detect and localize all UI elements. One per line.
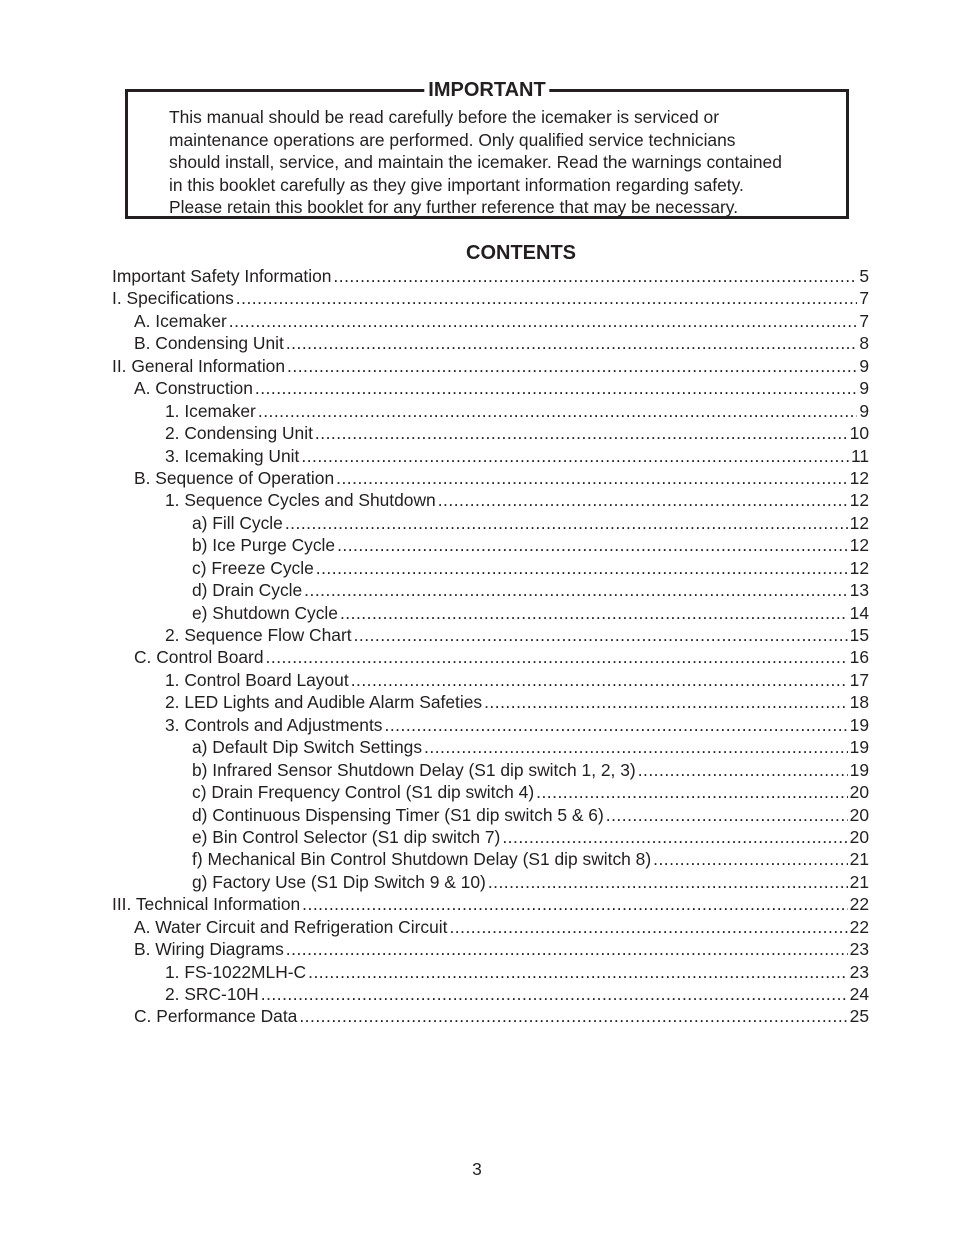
toc-entry-page: 12 — [849, 535, 869, 556]
toc-entry[interactable] — [112, 826, 869, 848]
toc-entry-title: I. Specifications — [112, 288, 234, 309]
toc-entry-title: 1. FS-1022MLH-C — [165, 961, 307, 982]
toc-entry[interactable] — [112, 938, 869, 960]
toc-entry[interactable] — [112, 916, 869, 938]
toc-entry-page: 7 — [859, 288, 869, 309]
toc-entry-title: 2. LED Lights and Audible Alarm Safeties — [165, 692, 483, 713]
toc-dot-leader — [316, 557, 848, 579]
toc-entry-page: 7 — [859, 310, 869, 331]
toc-dot-leader — [255, 377, 857, 399]
toc-dot-leader — [484, 691, 848, 713]
toc-entry-page: 12 — [849, 467, 869, 488]
toc-entry-title: g) Factory Use (S1 Dip Switch 9 & 10) — [192, 871, 486, 892]
page-number: 3 — [472, 1159, 482, 1179]
toc-dot-leader — [638, 759, 848, 781]
toc-dot-leader — [333, 265, 857, 287]
toc-dot-leader — [229, 310, 858, 332]
toc-dot-leader — [340, 602, 848, 624]
toc-dot-leader — [258, 400, 857, 422]
contents-heading: CONTENTS — [466, 242, 576, 264]
toc-entry[interactable] — [112, 893, 869, 915]
toc-dot-leader — [449, 916, 847, 938]
toc-entry-title: II. General Information — [112, 355, 286, 376]
toc-entry[interactable] — [112, 961, 869, 983]
toc-entry-title: 2. Condensing Unit — [165, 423, 313, 444]
toc-entry[interactable] — [112, 377, 869, 399]
toc-entry-title: B. Wiring Diagrams — [134, 939, 284, 960]
toc-entry[interactable] — [112, 445, 869, 467]
toc-entry-page: 12 — [849, 490, 869, 511]
toc-entry-page: 13 — [849, 580, 869, 601]
toc-entry-title: b) Infrared Sensor Shutdown Delay (S1 dip switch 1, 2, 3) — [192, 759, 636, 780]
toc-dot-leader — [266, 646, 848, 668]
toc-entry-title: 1. Icemaker — [165, 400, 256, 421]
toc-dot-leader — [236, 287, 858, 309]
toc-entry-page: 20 — [849, 804, 869, 825]
toc-entry-page: 20 — [849, 782, 869, 803]
toc-dot-leader — [304, 579, 847, 601]
important-heading: IMPORTANT — [424, 78, 549, 102]
toc-entry[interactable] — [112, 714, 869, 736]
toc-entry-page: 24 — [849, 984, 869, 1004]
toc-entry-title: d) Drain Cycle — [192, 580, 303, 601]
toc-entry-page: 12 — [849, 512, 869, 533]
toc-dot-leader — [336, 467, 848, 489]
toc-dot-leader — [354, 624, 848, 646]
toc-entry-page: 17 — [849, 669, 869, 690]
toc-dot-leader — [301, 445, 849, 467]
toc-entry-title: 2. Sequence Flow Chart — [165, 625, 352, 645]
toc-entry-title: e) Bin Control Selector (S1 dip switch 7) — [192, 826, 501, 847]
toc-entry[interactable] — [112, 287, 869, 309]
toc-entry-page: 9 — [859, 355, 869, 376]
toc-entry[interactable] — [112, 848, 869, 870]
toc-entry-title: b) Ice Purge Cycle — [192, 535, 336, 556]
toc-entry[interactable] — [112, 624, 869, 646]
toc-entry-page: 21 — [849, 871, 869, 892]
toc-entry-title: C. Control Board — [134, 647, 264, 668]
toc-entry-title: B. Condensing Unit — [134, 333, 284, 354]
toc-entry[interactable] — [112, 489, 869, 511]
toc-entry[interactable] — [112, 804, 869, 826]
toc-entry-page: 10 — [849, 423, 869, 444]
toc-entry-page: 19 — [849, 759, 869, 780]
toc-entry[interactable] — [112, 1005, 869, 1027]
toc-entry[interactable] — [112, 736, 869, 758]
toc-entry-title: B. Sequence of Operation — [134, 467, 335, 488]
toc-entry[interactable] — [112, 355, 869, 377]
toc-entry-page: 18 — [849, 692, 869, 713]
toc-entry-page: 15 — [849, 625, 869, 645]
toc-entry[interactable] — [112, 781, 869, 803]
toc-entry-page: 16 — [849, 647, 869, 668]
toc-entry-page: 9 — [859, 378, 869, 399]
toc-dot-leader — [286, 332, 857, 354]
important-line: in this booklet carefully as they give important information regarding safety. — [169, 174, 744, 195]
toc-entry-page: 8 — [859, 333, 869, 354]
toc-dot-leader — [653, 848, 848, 870]
toc-entry-page: 23 — [849, 961, 869, 982]
toc-entry[interactable] — [112, 310, 869, 332]
important-line: should install, service, and maintain the icemaker. Read the warnings contained — [169, 152, 782, 173]
toc-dot-leader — [308, 961, 848, 983]
toc-dot-leader — [351, 669, 848, 691]
toc-entry-page: 9 — [859, 400, 869, 421]
toc-entry-page: 11 — [850, 445, 869, 466]
toc-entry[interactable] — [112, 871, 869, 893]
toc-entry-page: 21 — [849, 849, 869, 870]
toc-dot-leader — [287, 355, 857, 377]
toc-dot-leader — [606, 804, 848, 826]
toc-entry-title: f) Mechanical Bin Control Shutdown Delay (S1 dip switch 8) — [192, 849, 652, 870]
toc-entry-title: e) Shutdown Cycle — [192, 602, 338, 623]
toc-entry-title: c) Drain Frequency Control (S1 dip switch 4) — [192, 782, 535, 803]
toc-entry-title: 1. Sequence Cycles and Shutdown — [165, 490, 436, 511]
important-notice-text — [169, 106, 839, 219]
toc-entry-page: 20 — [849, 826, 869, 847]
toc-entry-page: 25 — [849, 1006, 869, 1027]
toc-entry[interactable] — [112, 983, 869, 1005]
table-of-contents — [112, 265, 869, 1028]
toc-dot-leader — [438, 489, 848, 511]
important-line: Please retain this booklet for any further reference that may be necessary. — [169, 197, 739, 218]
toc-entry[interactable] — [112, 422, 869, 444]
toc-dot-leader — [285, 512, 848, 534]
toc-entry-title: 3. Controls and Adjustments — [165, 714, 383, 735]
important-line: maintenance operations are performed. Only qualified service technicians — [169, 129, 736, 150]
toc-dot-leader — [299, 1005, 847, 1027]
toc-entry-title: A. Construction — [134, 378, 253, 399]
toc-entry[interactable] — [112, 602, 869, 624]
toc-entry-page: 22 — [849, 894, 869, 915]
important-line: This manual should be read carefully before the icemaker is serviced or — [169, 107, 720, 127]
toc-entry[interactable] — [112, 534, 869, 556]
toc-entry-title: III. Technical Information — [112, 894, 301, 915]
toc-entry[interactable] — [112, 265, 869, 287]
toc-entry[interactable] — [112, 646, 869, 668]
toc-entry-page: 5 — [859, 266, 869, 286]
important-notice-box — [125, 79, 849, 219]
toc-entry[interactable] — [112, 691, 869, 713]
toc-dot-leader — [424, 736, 848, 758]
toc-entry[interactable] — [112, 467, 869, 489]
toc-dot-leader — [385, 714, 848, 736]
toc-entry-page: 23 — [849, 939, 869, 960]
toc-entry-page: 12 — [849, 557, 869, 578]
toc-entry-title: A. Icemaker — [134, 310, 227, 331]
toc-dot-leader — [488, 871, 848, 893]
toc-entry[interactable] — [112, 579, 869, 601]
toc-entry-title: a) Default Dip Switch Settings — [192, 737, 423, 758]
toc-entry-title: 2. SRC-10H — [165, 984, 259, 1004]
toc-entry-title: 1. Control Board Layout — [165, 669, 349, 690]
toc-entry-title: Important Safety Information — [112, 266, 332, 286]
toc-entry-page: 14 — [849, 602, 869, 623]
toc-entry-page: 22 — [849, 916, 869, 937]
toc-entry-title: a) Fill Cycle — [192, 512, 283, 533]
toc-entry[interactable] — [112, 332, 869, 354]
toc-entry-title: A. Water Circuit and Refrigeration Circuit — [134, 916, 448, 937]
toc-entry[interactable] — [112, 669, 869, 691]
toc-entry-title: c) Freeze Cycle — [192, 557, 314, 578]
toc-dot-leader — [302, 893, 847, 915]
toc-dot-leader — [286, 938, 848, 960]
toc-dot-leader — [315, 422, 848, 444]
toc-dot-leader — [502, 826, 847, 848]
toc-entry[interactable] — [112, 512, 869, 534]
toc-entry-title: d) Continuous Dispensing Timer (S1 dip switch 5 & 6) — [192, 804, 604, 825]
toc-dot-leader — [261, 983, 848, 1005]
toc-entry[interactable] — [112, 557, 869, 579]
toc-entry[interactable] — [112, 400, 869, 422]
toc-dot-leader — [536, 781, 848, 803]
toc-entry[interactable] — [112, 759, 869, 781]
toc-entry-title: 3. Icemaking Unit — [165, 445, 300, 466]
toc-entry-page: 19 — [849, 714, 869, 735]
toc-entry-title: C. Performance Data — [134, 1006, 298, 1027]
toc-dot-leader — [337, 534, 848, 556]
toc-entry-page: 19 — [849, 737, 869, 758]
